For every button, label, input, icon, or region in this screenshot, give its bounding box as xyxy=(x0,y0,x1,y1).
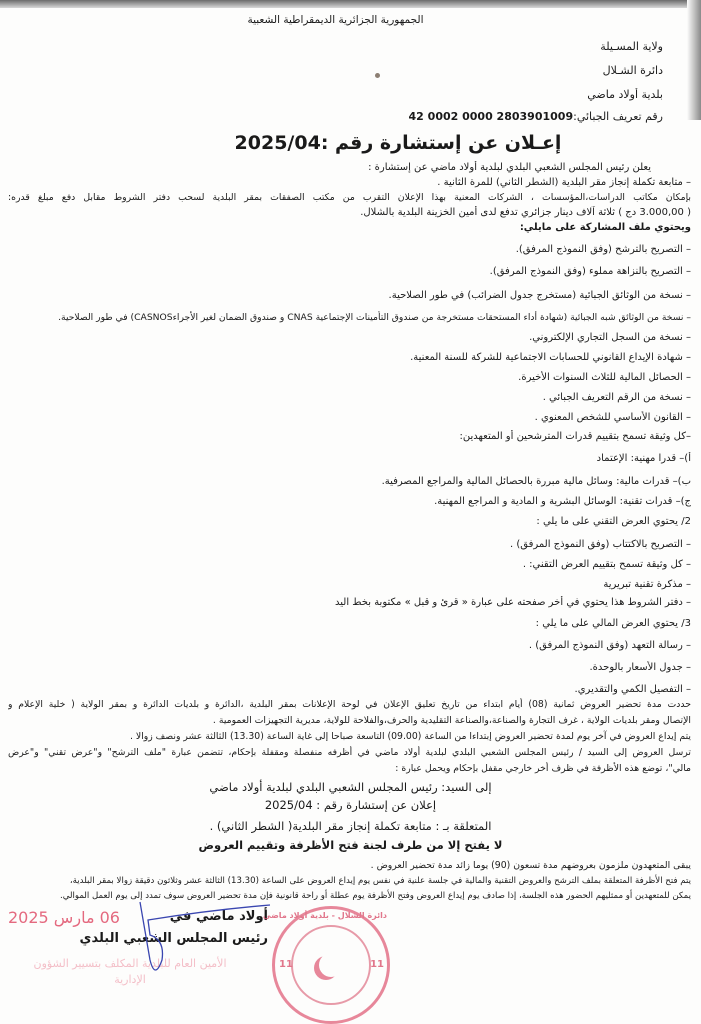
intro-line: ويحتوي ملف المشاركة على مايلي: xyxy=(519,222,691,233)
financial-offer-item: 3/ يحتوي العرض المالي على ما يلي : xyxy=(535,618,691,629)
faint-stamp: الأمين العام للبلدية المكلف بتسيير الشؤون الإدارية xyxy=(33,957,227,986)
technical-offer-item: – كل وثيقة تسمح بتقييم العرض التقني: . xyxy=(522,559,691,570)
seal-text: دائرة الشلال - بلدية أولاد ماضي xyxy=(262,911,387,920)
candidature-items-item: – نسخة من الوثائق شبه الجبائية (شهادة أداء المستحقات مستخرجة من صندوق التأمينات الإجتماعية CNAS و صندوق الضمان لغير الأجراءCASNOS) في طور الصلاحية. xyxy=(58,312,691,323)
technical-offer-item: 2/ يحتوي العرض التقني على ما يلي : xyxy=(536,516,691,527)
signatory-title: رئيس المجلس الشعبي البلدي xyxy=(79,931,268,946)
intro-line: بإمكان مكاتب الدراسات،المؤسسات ، الشركات المعنية بهذا الإعلان التقرب من مكتب الصفقات بمقر البلدية لسحب دفتر الشروط مقابل دفع مبلغ قدره: xyxy=(8,192,691,203)
tax-id xyxy=(409,110,663,124)
financial-offer-item: – جدول الأسعار بالوحدة. xyxy=(589,662,691,673)
tax-id-label: رقم تعريف الجبائي: xyxy=(573,110,663,123)
candidature-items-item: أ)– قدرا مهنية: الإعتماد xyxy=(596,453,691,464)
crescent-icon xyxy=(319,953,343,977)
envelope-ref: إعلان عن إستشارة رقم : 2025/04 xyxy=(264,798,437,812)
envelope-subject: المتعلقة بـ : متابعة تكملة إنجاز مقر البلدية( الشطر الثاني) . xyxy=(209,819,492,833)
technical-offer-item: – التصريح بالاكتتاب (وفق النموذج المرفق) . xyxy=(509,539,691,550)
closing-line: يمكن للمتعهدين أو ممثليهم الحضور هذه الجلسة، إذا صادف يوم إيداع العروض وفتح الأظرفة يوم عطلة أو راحة قانونية فإن مدة تحضير العروض سوف تمدد إلى يوم العمل الموالي. xyxy=(60,891,691,901)
candidature-items-item: – شهادة الإيداع القانوني للحسابات الاجتماعية للشركة للسنة المعنية. xyxy=(410,352,691,363)
seal-number: 11 xyxy=(370,959,384,970)
page-title: إعـلان عن إستشارة رقم :2025/04 xyxy=(234,132,562,154)
seal-number: 11 xyxy=(279,959,293,970)
scan-speck xyxy=(375,73,380,78)
intro-line: ( 3.000,00 دج ) ثلاثة آلاف دينار جزائري تدفع لدى أمين الخزينة البلدية بالشلال. xyxy=(360,207,691,218)
date-stamp: 06 مارس 2025 xyxy=(8,908,120,927)
candidature-items-item: –كل وثيقة تسمح بتقييم قدرات المترشحين أو المتعهدين: xyxy=(459,431,691,442)
technical-offer-item: – مذكرة تقنية تبريرية xyxy=(603,579,691,590)
candidature-items-item: – التصريح بالنزاهة مملوء (وفق النموذج المرفق). xyxy=(489,266,691,277)
intro-line: يعلن رئيس المجلس الشعبي البلدي لبلدية أولاد ماضي عن إستشارة : xyxy=(368,162,651,173)
financial-offer-item: – رسالة التعهد (وفق النموذج المرفق) . xyxy=(528,640,691,651)
official-seal xyxy=(262,906,390,1024)
conditions-line: مالي"، توضع هذه الأظرفة في ظرف أخر خارجي مقفل بإحكام ويحمل عبارة : xyxy=(395,763,691,774)
signature-place-date: أولاد ماضي في xyxy=(169,909,268,924)
closing-line: يتم فتح الأظرفة المتعلقة بملف الترشح والعروض التقنية والمالية في جلسة علنية في نفس يوم إيداع العروض على الساعة (13.30) الثالثة عشر وثلاثون دقيقة زوالا بمقر البلدية، xyxy=(69,876,691,886)
republic-header: الجمهورية الجزائرية الديمقراطية الشعبية xyxy=(247,14,424,26)
tax-id-value: 42 0002 0000 2803901009 xyxy=(408,110,574,123)
conditions-line: الإتصال ومقر بلديات الولاية ، غرف التجارة والصناعة،والصناعة التقليدية والحرف،والفلاحة للولاية، مديرية التجهيزات العمومية . xyxy=(212,715,691,726)
candidature-items-item: – القانون الأساسي للشخص المعنوي . xyxy=(534,412,691,423)
technical-offer-item: – دفتر الشروط هذا يحتوي في أخر صفحته على عبارة « قرئ و قبل » مكتوبة بخط اليد xyxy=(335,597,691,608)
candidature-items-item: ب)– قدرات مالية: وسائل مالية مبررة بالحصائل المالية والمراجع المصرفية. xyxy=(381,476,691,487)
conditions-line: حددت مدة تحضير العروض ثمانية (08) أيام ابتداء من تاريخ تعليق الإعلان في لوحة الإعلانات بمقر البلدية ،الدائرة و بلديات الدائرة و بمقر الولاية ( خلية الإعلام و xyxy=(8,699,691,710)
candidature-items-item: – نسخة من السجل التجاري الإلكتروني. xyxy=(529,332,691,343)
intro-line: – متابعة تكملة إنجاز مقر البلدية (الشطر الثاني) للمرة الثانية . xyxy=(437,177,691,188)
candidature-items-item: – الحصائل المالية للثلاث السنوات الأخيرة. xyxy=(518,372,691,383)
candidature-items-item: – نسخة من الوثائق الجبائية (مستخرج جدول الضرائب) في طور الصلاحية. xyxy=(388,290,691,301)
daira: دائرة الشـلال xyxy=(602,64,663,77)
candidature-items-item: – التصريح بالترشح (وفق النموذج المرفق). xyxy=(515,244,691,255)
envelope-to: إلى السيد: رئيس المجلس الشعبي البلدي لبلدية أولاد ماضي xyxy=(209,780,492,794)
commune: بلدية أولاد ماضي xyxy=(587,88,663,101)
scan-edge xyxy=(0,0,701,8)
wilaya: ولاية المسـيلة xyxy=(600,40,663,53)
candidature-items-item: – نسخة من الرقم التعريف الجبائي . xyxy=(542,392,691,403)
candidature-items-item: ج)– قدرات تقنية: الوسائل البشرية و المادية و المراجع المهنية. xyxy=(434,496,691,507)
closing-line: يبقى المتعهدون ملزمون بعروضهم مدة تسعون (90) يوما زائد مدة تحضير العروض . xyxy=(370,860,691,871)
financial-offer-item: – التفصيل الكمي والتقديري. xyxy=(574,684,691,695)
conditions-line: ترسل العروض إلى السيد / رئيس المجلس الشعبي البلدي لبلدية أولاد ماضي في أظرفه منفصلة ومقفلة بإحكام، تتضمن عبارة "ملف الترشح" و"عرض تقني" و"عرض xyxy=(8,747,691,758)
conditions-line: يتم إيداع العروض في آخر يوم لمدة تحضير العروض إبتداءا من الساعة (09.00) التاسعة صباحا إلى غاية الساعة (13.30) الثالثة عشر ونصف زوالا . xyxy=(129,731,691,742)
envelope-notice: لا يفتح إلا من طرف لجنة فتح الأظرفة وتقييم العروض xyxy=(198,838,503,852)
